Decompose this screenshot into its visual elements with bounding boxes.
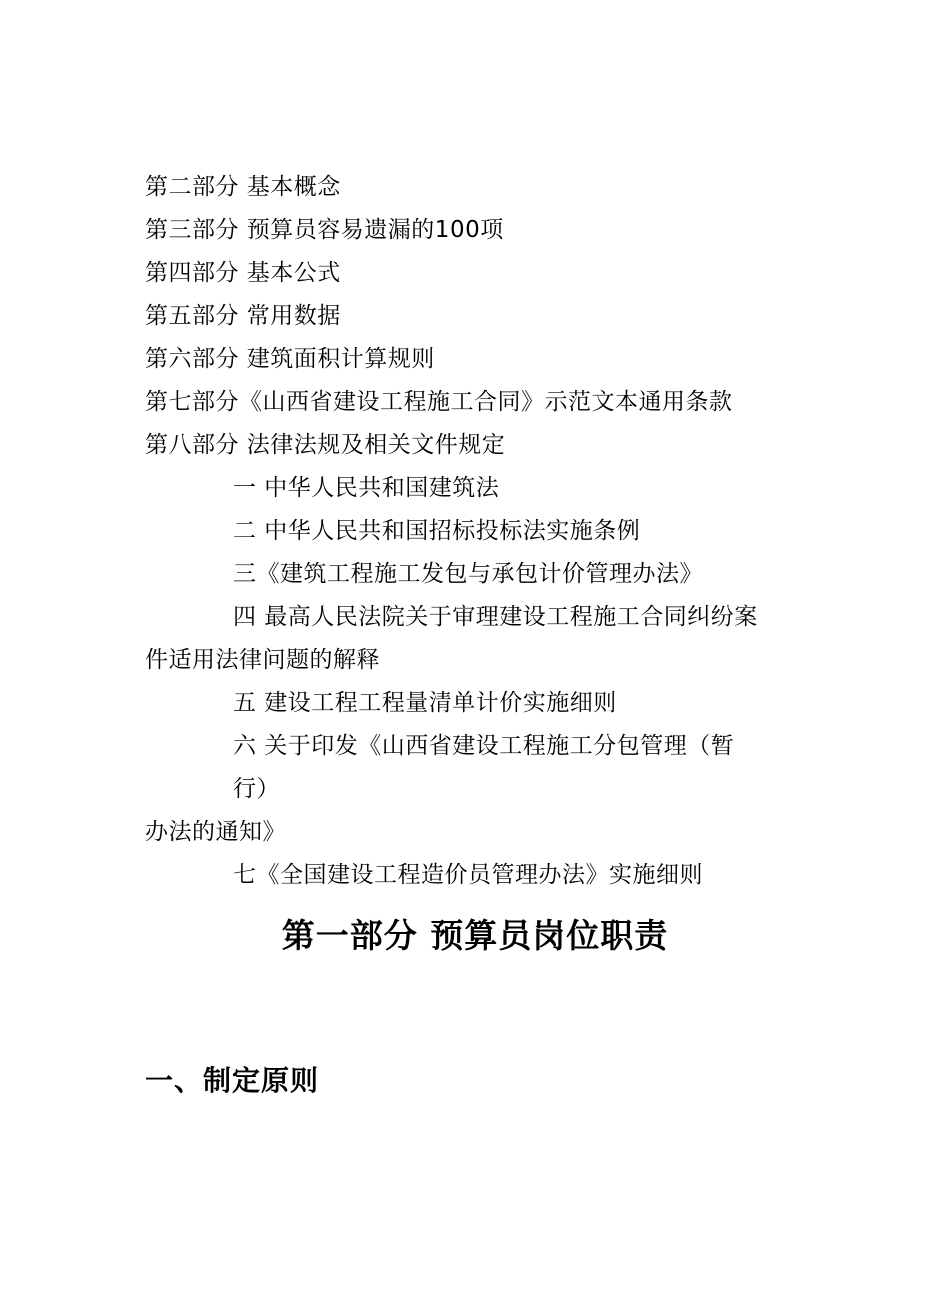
toc-sub-6-line-1: 六 关于印发《山西省建设工程施工分包管理（暂 (233, 733, 735, 759)
toc-sub-7: 七《全国建设工程造价员管理办法》实施细则 (233, 862, 703, 888)
toc-sub-6-line-3: 办法的通知》 (145, 819, 286, 845)
toc-sub-1: 一 中华人民共和国建筑法 (233, 475, 500, 501)
toc-part-3: 第三部分 预算员容易遗漏的100项 (145, 217, 504, 243)
section-1-heading: 一、制定原则 (145, 1064, 320, 1097)
toc-part-5: 第五部分 常用数据 (145, 303, 341, 329)
toc-part-6: 第六部分 建筑面积计算规则 (145, 346, 435, 372)
toc-sub-2: 二 中华人民共和国招标投标法实施条例 (233, 518, 641, 544)
toc-sub-4-line-1: 四 最高人民法院关于审理建设工程施工合同纠纷案 (233, 604, 758, 630)
toc-sub-6-line-2: 行） (233, 776, 280, 802)
toc-part-7: 第七部分《山西省建设工程施工合同》示范文本通用条款 (145, 389, 733, 415)
part-1-heading: 第一部分 预算员岗位职责 (281, 916, 669, 955)
toc-part-4: 第四部分 基本公式 (145, 260, 341, 286)
toc-sub-3: 三《建筑工程施工发包与承包计价管理办法》 (233, 561, 703, 587)
toc-part-8: 第八部分 法律法规及相关文件规定 (145, 432, 506, 458)
toc-part-2: 第二部分 基本概念 (145, 174, 341, 200)
toc-sub-4-line-2: 件适用法律问题的解释 (145, 647, 380, 673)
toc-sub-5: 五 建设工程工程量清单计价实施细则 (233, 690, 617, 716)
